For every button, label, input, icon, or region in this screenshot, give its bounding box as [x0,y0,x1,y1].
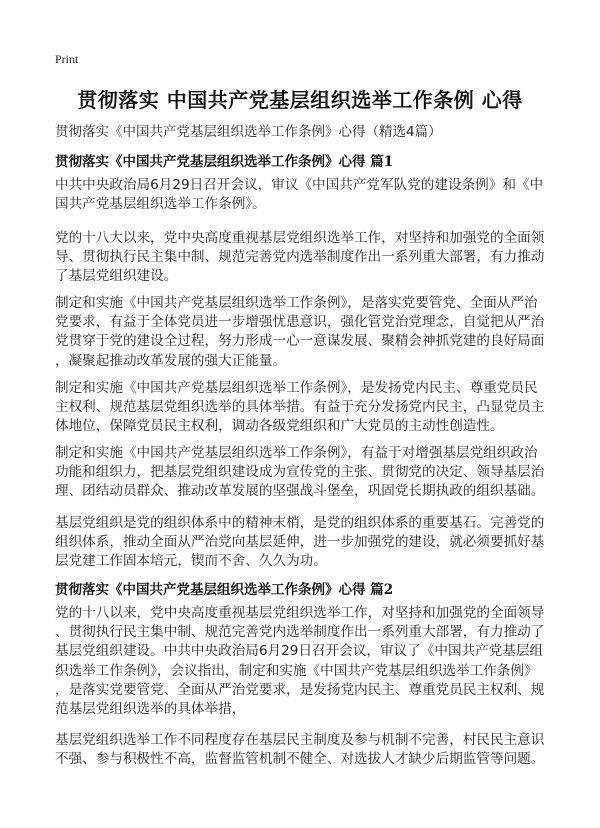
paragraph-line: 、贯彻执行民主集中制、规范完善党内选举制度作出一系列重大部署，有力推动了 [55,624,545,641]
paragraph [55,176,555,214]
document-title: 贯彻落实 中国共产党基层组织选举工作条例 心得 [77,88,523,112]
paragraph-line: 导、贯彻执行民主集中制、规范完善党内选举制度作出一系列重大部署，有力推动 [55,249,545,266]
paragraph-line: 中共中央政治局6月29日召开会议，审议《中国共产党军队党的建设条例》和《中 [55,177,544,193]
paragraph-line: 层党建工作固本培元，锲而不舍、久久为功。 [55,553,327,570]
paragraph-line: 制定和实施《中国共产党基层组织选举工作条例》，有益于对增强基层党组织政治 [55,445,538,461]
paragraph-line: ，凝聚起推动改革发展的强大正能量。 [55,352,287,369]
paragraph-line: 体地位，保障党员民主权利，调动各级党组织和广大党员的主动性创造性。 [55,418,504,435]
paragraph [55,229,555,287]
paragraph-line: ，是落实党要管党、全面从严治党要求，是发扬党内民主、尊重党员民主权利、规 [55,681,545,698]
paragraph [55,379,555,437]
paragraph [55,514,555,572]
paragraph-line: 基层党组织是党的组织体系中的精神末梢，是党的组织体系的重要基石。完善党的 [55,515,545,531]
paragraph-line: 功能和组织力，把基层党组织建设成为宣传党的主张、贯彻党的决定、领导基层治 [55,464,545,481]
paragraph-line: 不强、参与积极性不高，监督监管机制不健全、对选拔人才缺少后期监管等问题。 [55,751,545,768]
paragraph-line: 基层党组织建设。中共中央政治局6月29日召开会议，审议了《中国共产党基层组 [55,643,544,660]
paragraph-line: 范基层党组织选举的具体举措， [55,701,246,718]
paragraph-line: 制定和实施《中国共产党基层组织选举工作条例》，是落实党要管党、全面从严治 [55,295,538,311]
paragraph-line: 组织体系，推动全面从严治党向基层延伸，进一步加强党的建设，就必须要抓好基 [55,534,545,551]
section-heading-1: 贯彻落实《中国共产党基层组织选举工作条例》心得 篇1 [55,154,394,170]
paragraph-line: 制定和实施《中国共产党基层组织选举工作条例》，是发扬党内民主、尊重党员民 [55,380,538,396]
paragraph-line: 理、团结动员群众、推动改革发展的坚强战斗堡垒，巩固党长期执政的组织基础。 [55,483,545,500]
document-subtitle: 贯彻落实《中国共产党基层组织选举工作条例》心得（精选4篇） [55,124,442,140]
paragraph-line: 织选举工作条例》，会议指出，制定和实施《中国共产党基层组织选举工作条例》 [55,662,538,679]
paragraph-line: 党贯穿于党的建设全过程，努力形成一心一意谋发展、聚精会神抓党建的良好局面 [55,333,545,350]
print-label[interactable]: Print [55,52,79,66]
section-heading-2: 贯彻落实《中国共产党基层组织选举工作条例》心得 篇2 [55,582,394,598]
paragraph-line: 了基层党组织建设。 [55,268,178,285]
paragraph [55,604,555,719]
paragraph-line: 主权利、规范基层党组织选举的具体举措。有益于充分发扬党内民主，凸显党员主 [55,399,545,416]
paragraph-line: 党的十八大以来，党中央高度重视基层党组织选举工作，对坚持和加强党的全面领 [55,230,545,246]
paragraph [55,444,555,502]
paragraph-line: 党的十八以来，党中央高度重视基层党组织选举工作，对坚持和加强党的全面领导 [55,605,545,621]
paragraph [55,294,555,371]
paragraph-line: 基层党组织选举工作不同程度存在基层民主制度及参与机制不完善，村民民主意识 [55,732,545,748]
paragraph-line: 国共产党基层组织选举工作条例》。 [55,196,266,213]
paragraph [55,731,555,769]
paragraph-line: 党要求，有益于全体党员进一步增强忧患意识，强化管党治党理念，自觉把从严治 [55,314,545,331]
